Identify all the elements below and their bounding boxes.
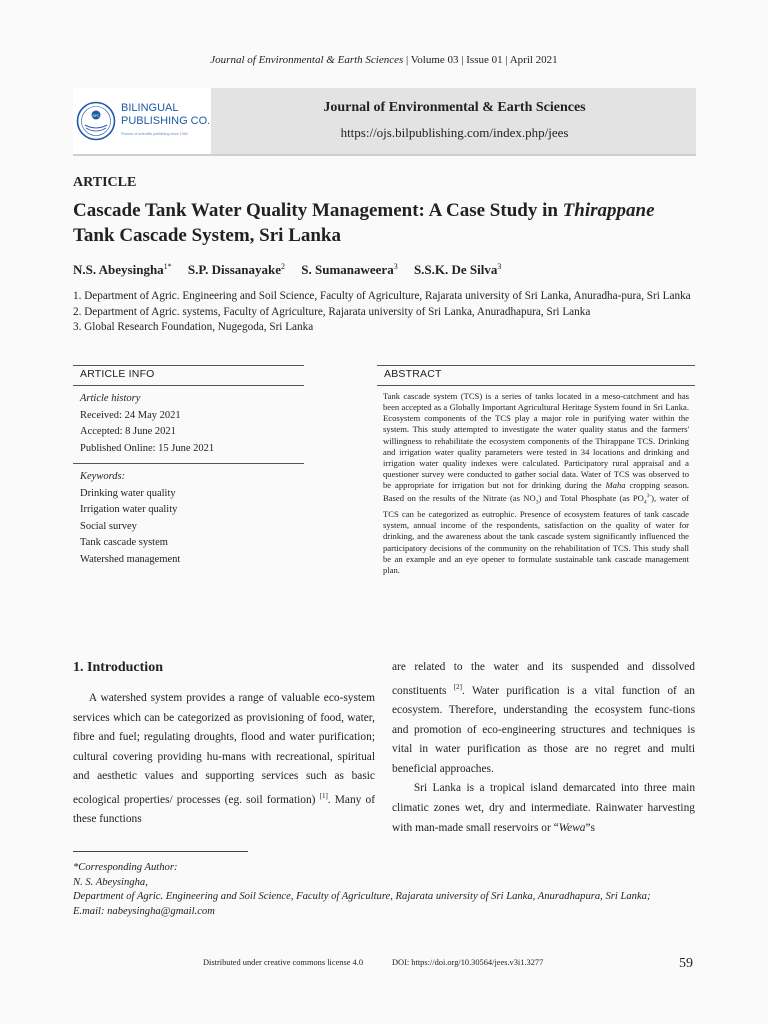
author-name: S. Sumanaweera [301, 262, 394, 277]
abstract-heading: ABSTRACT [377, 365, 695, 386]
publisher-tagline: Pioneer of scientific publishing since 1984 [121, 132, 188, 136]
history-label: Article history [80, 393, 141, 404]
affiliation: 1. Department of Agric. Engineering and Soil Science, Faculty of Agriculture, Rajarata university of Sri Lanka, Anuradha-pura, Sri Lanka [73, 290, 691, 302]
doi-link[interactable]: DOI: https://doi.org/10.30564/jees.v3i1.3277 [392, 958, 544, 967]
footnote-name: N. S. Abeysingha, [73, 876, 148, 888]
publisher-logo [73, 88, 211, 154]
citation-ref[interactable]: [1] [319, 791, 328, 800]
article-title [73, 198, 703, 248]
author-affil-mark: 1* [163, 262, 172, 271]
author [301, 262, 397, 277]
title-part: Tank Cascade System, Sri Lanka [73, 225, 341, 246]
intro-paragraph-left [73, 689, 375, 830]
intro-paragraph-right [392, 658, 695, 838]
author [188, 262, 285, 277]
author-name: S.P. Dissanayake [187, 262, 281, 277]
accepted-date: Accepted: 8 June 2021 [80, 426, 176, 437]
running-head-issue: | Volume 03 | Issue 01 | April 2021 [403, 54, 558, 66]
intro-text: are related to the water and its suspended and dissolved constituents [392, 661, 695, 697]
footnote-label: *Corresponding Author: [73, 862, 178, 873]
footnote-dept: Department of Agric. Engineering and Soil Science, Faculty of Agriculture, Rajarata university of Sri Lanka, Anuradhapura, Sri Lanka; [73, 891, 651, 903]
publisher-seal-icon [76, 101, 116, 141]
svg-text:BPC: BPC [92, 114, 100, 118]
publisher-name-line: PUBLISHING CO. [121, 115, 211, 127]
abstract-part: cropping season. Based on the results of the Nitrate (as NO [383, 480, 690, 504]
author-list [73, 262, 514, 278]
received-date: Received: 24 May 2021 [80, 409, 181, 421]
abstract-part: Tank cascade system (TCS) is a series of tanks located in a meso-catchment and has been accepted as a Globally Important Agricultural Heritage System found in Sri Lanka. Ecosystem components of the TCS play a major role in purifying water within the system. This study attempted to investigate the water quality status and the farmers' willingness to rehabilitate the ecosystem components of the Thirappane TCS. Drinking and irrigation water quality parameters were tested in 34 locations and drinking and irrigation water quality indexes were calculated. Participatory rural appraisal and a questioner survey were conducted to gather social data. Water of TCS was observed to be appropriate for irrigation but not for drinking during the [383, 391, 689, 491]
author [73, 262, 172, 277]
author [414, 262, 501, 277]
abstract-part: ) and Total Phosphate (as PO [538, 493, 644, 504]
intro-text: . Water purification is a vital function of an ecosystem. Therefore, understanding the ecosystem func-tions and promotion of eco-engineering structures and techniques is vital in water purification as those are no regret and multi beneficial approaches. [392, 684, 695, 775]
title-part: Cascade Tank Water Quality Management: A Case Study in [73, 200, 563, 221]
journal-url-link[interactable]: https://ojs.bilpublishing.com/index.php/jees [340, 125, 569, 140]
citation-ref[interactable]: [2] [453, 682, 462, 691]
keyword: Irrigation water quality [80, 504, 178, 515]
journal-banner [73, 88, 696, 156]
section-heading: 1. Introduction [73, 660, 163, 675]
keywords-label: Keywords: [80, 471, 126, 482]
affiliations [73, 289, 698, 336]
publisher-name [121, 102, 210, 128]
author-affil-mark: 3 [497, 262, 502, 271]
intro-text: A watershed system provides a range of valuable eco-system services which can be categorized as provisioning of food, water, fibre and fuel; regulating droughts, flood and water purification; cultural covering providing hu-mans with recreational, spiritual and aesthetic values and supporting services such as basic ecological properties/ processes (eg. soil formation) [73, 692, 376, 806]
intro-text: Sri Lanka is a tropical island demarcated into three main climatic zones wet, dry and intermediate. Rainwater harvesting with man-made small reservoirs or “ [392, 782, 696, 834]
page-number: 59 [679, 956, 693, 971]
article-info-heading: ARTICLE INFO [73, 365, 304, 386]
banner-journal-title: Journal of Environmental & Earth Sciences [323, 100, 586, 115]
abstract-subscript: 4 [643, 499, 647, 506]
license-note: Distributed under creative commons license 4.0 [203, 958, 364, 967]
title-italic: Thirappane [562, 200, 655, 221]
published-date: Published Online: 15 June 2021 [80, 442, 215, 454]
intro-paragraph [392, 779, 695, 838]
affiliation: 2. Department of Agric. systems, Faculty of Agriculture, Rajarata university of Sri Lanka, Anuradhapura, Sri Lanka [73, 305, 591, 318]
keywords-block [73, 464, 304, 574]
intro-italic: Wewa [558, 821, 586, 834]
footnote-email[interactable]: E.mail: nabeysingha@gmail.com [73, 905, 215, 917]
author-name: N.S. Abeysingha [73, 262, 164, 277]
keyword: Watershed management [80, 553, 181, 565]
author-affil-mark: 3 [393, 262, 398, 271]
abstract-italic: Maha [605, 480, 626, 491]
intro-text: . Many of these functions [73, 793, 376, 826]
abstract-part: ), water of TCS can be categorized as eutrophic. Presence of ecosystem features of tank cascade system, annual income of the respondents, satisfaction on the quality of water for drinking, and the awareness about the tank cascade system significantly influenced the participatory decisions of the community on the rehabilitation of TCS. This study shall be an example and an eye opener to formulate sustainable tank cascade management plan. [383, 493, 689, 575]
article-history [73, 386, 304, 464]
running-head-journal: Journal of Environmental & Earth Sciences [210, 54, 404, 66]
keyword: Drinking water quality [80, 487, 176, 499]
abstract-subscript: 3 [535, 499, 539, 506]
abstract-panel [377, 365, 695, 576]
publisher-name-line: BILINGUAL [121, 102, 179, 114]
corresponding-author-footnote [73, 861, 698, 919]
article-info-panel [73, 365, 304, 574]
intro-continuation [392, 658, 695, 779]
affiliation: 3. Global Research Foundation, Nugegoda, Sri Lanka [73, 321, 314, 333]
keyword: Social survey [80, 520, 137, 532]
abstract-text [377, 386, 695, 576]
author-affil-mark: 2 [281, 262, 285, 271]
footnote-divider [73, 851, 248, 852]
article-type: ARTICLE [73, 175, 137, 190]
keyword: Tank cascade system [80, 537, 168, 548]
intro-text: ”s [585, 821, 595, 834]
abstract-superscript: 3- [646, 493, 652, 500]
author-name: S.S.K. De Silva [413, 262, 498, 277]
running-head [0, 54, 768, 66]
